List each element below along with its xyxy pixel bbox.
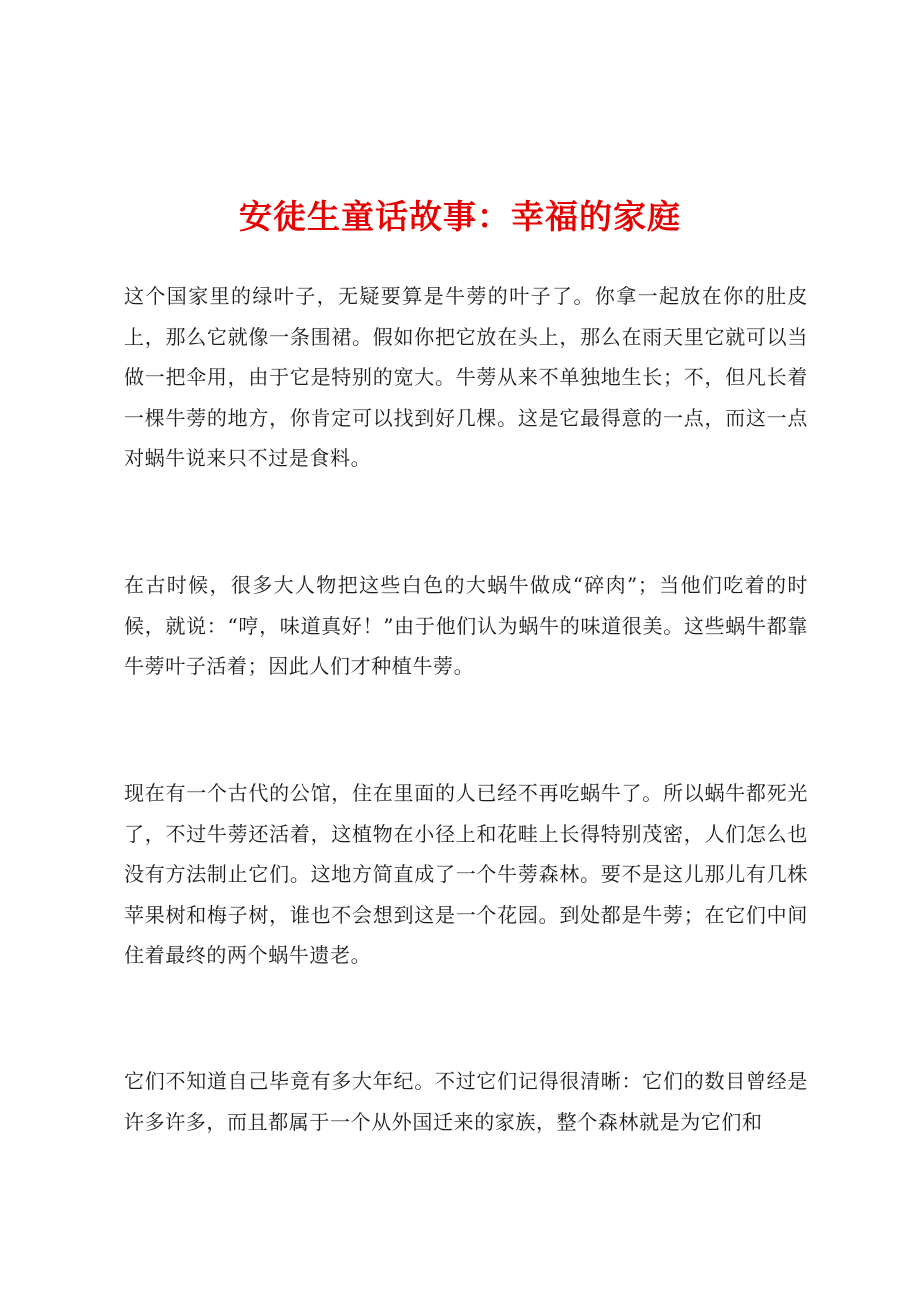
paragraph-4: 它们不知道自己毕竟有多大年纪。不过它们记得很清晰：它们的数目曾经是许多许多，而且都属于一个从外国迁来的家族，整个森林就是为它们和 xyxy=(124,1069,808,1134)
paragraph-1: 这个国家里的绿叶子，无疑要算是牛蒡的叶子了。你拿一起放在你的肚皮上，那么它就像一条围裙。假如你把它放在头上，那么在雨天里它就可以当做一把伞用，由于它是特别的宽大。牛蒡从来不单独地生长；不，但凡长着一棵牛蒡的地方，你肯定可以找到好几棵。这是它最得意的一点，而这一点对蜗牛说来只不过是食料。 xyxy=(124,284,808,470)
document-title: 安徒生童话故事：幸福的家庭 xyxy=(239,197,681,236)
paragraph-3: 现在有一个古代的公馆，住在里面的人已经不再吃蜗牛了。所以蜗牛都死光了，不过牛蒡还活着，这植物在小径上和花畦上长得特别茂密，人们怎么也没有方法制止它们。这地方简直成了一个牛蒡森林。要不是这儿那儿有几株苹果树和梅子树，谁也不会想到这是一个花园。到处都是牛蒡；在它们中间住着最终的两个蜗牛遗老。 xyxy=(124,781,808,967)
paragraph-2: 在古时候，很多大人物把这些白色的大蜗牛做成“碎肉”；当他们吃着的时候，就说：“哼，味道真好！”由于他们认为蜗牛的味道很美。这些蜗牛都靠牛蒡叶子活着；因此人们才种植牛蒡。 xyxy=(124,573,808,678)
